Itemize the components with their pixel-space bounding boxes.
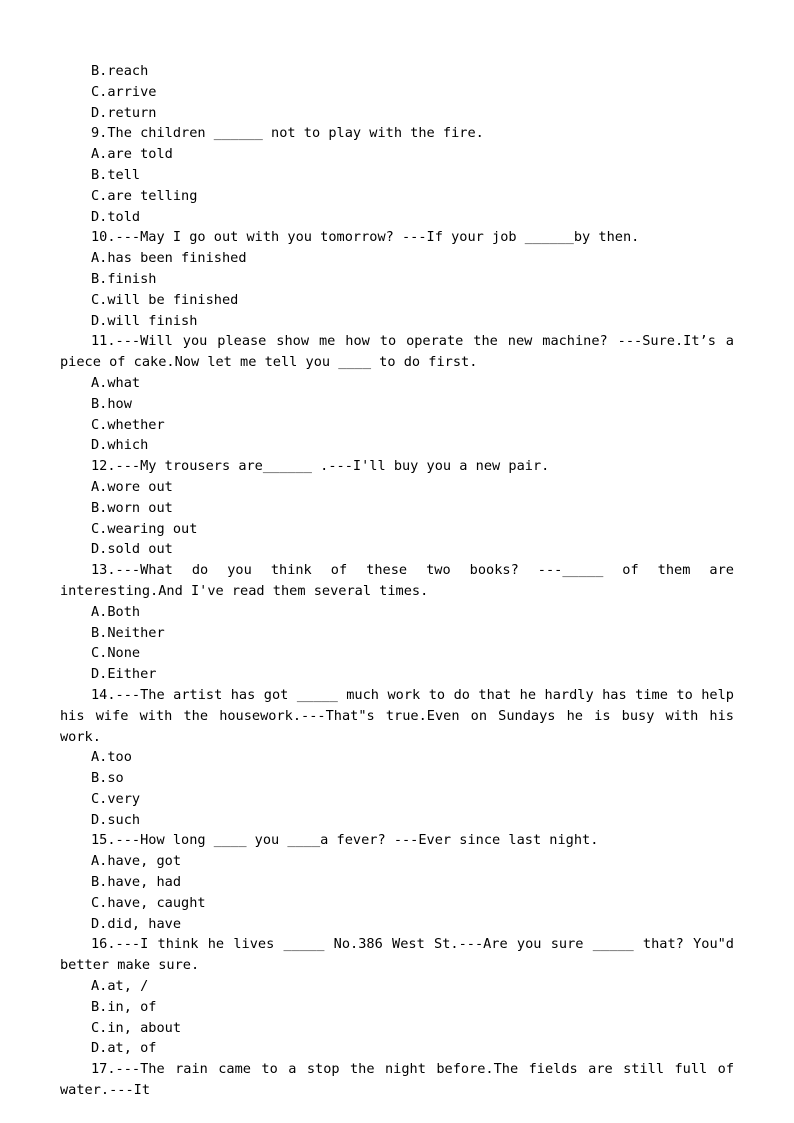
question-stem: 13.---What do you think of these two books? ---_____ of them are interesting.And I've read them several times. xyxy=(60,562,734,599)
option-line: D.which xyxy=(91,437,149,454)
option-line: C.have, caught xyxy=(91,894,206,911)
option-line: D.will finish xyxy=(91,312,198,329)
question-11 xyxy=(60,331,734,456)
question-13 xyxy=(60,560,734,685)
option-line: A.have, got xyxy=(91,853,182,870)
option-line: A.are told xyxy=(91,146,173,163)
question-stem: 16.---I think he lives _____ No.386 West St.---Are you sure _____ that? You"d better make sure. xyxy=(60,936,734,974)
option-line: B.finish xyxy=(91,270,157,287)
option-line: B.worn out xyxy=(91,499,173,516)
option-line: D.return xyxy=(91,104,157,121)
option-line: D.told xyxy=(91,208,141,225)
option-line: D.at, of xyxy=(91,1040,157,1057)
option-line: C.whether xyxy=(91,416,165,433)
question-14 xyxy=(60,685,734,831)
option-line: D.sold out xyxy=(91,541,173,558)
question-stem: 15.---How long ____ you ____a fever? ---Ever since last night. xyxy=(91,832,599,849)
option-line: C.are telling xyxy=(91,187,198,204)
question-16 xyxy=(60,934,734,1059)
option-line: B.Neither xyxy=(91,624,165,641)
question-stem: 11.---Will you please show me how to operate the new machine? ---Sure.It’s a piece of cake.Now let me tell you ____ to do first. xyxy=(60,333,734,371)
option-line: C.arrive xyxy=(91,83,157,100)
option-line: D.did, have xyxy=(91,915,182,932)
option-line: B.so xyxy=(91,770,124,787)
question-10 xyxy=(60,227,734,331)
question-17 xyxy=(60,1059,734,1101)
option-line: D.Either xyxy=(91,666,157,683)
option-line: A.wore out xyxy=(91,478,173,495)
question-stem: 17.---The rain came to a stop the night before.The fields are still full of water.---It xyxy=(60,1061,734,1099)
option-line: B.how xyxy=(91,395,132,412)
option-line: A.what xyxy=(91,374,141,391)
option-line: A.at, / xyxy=(91,978,149,995)
question-stem: 12.---My trousers are______ .---I'll buy you a new pair. xyxy=(91,458,550,475)
option-line: C.in, about xyxy=(91,1019,182,1036)
option-line: A.too xyxy=(91,749,132,766)
option-line: C.wearing out xyxy=(91,520,198,537)
option-line: A.Both xyxy=(91,603,141,620)
lead-options xyxy=(60,61,734,123)
question-15 xyxy=(60,830,734,934)
question-stem: 10.---May I go out with you tomorrow? ---If your job ______by then. xyxy=(91,229,640,246)
option-line: C.very xyxy=(91,790,141,807)
option-line: B.in, of xyxy=(91,998,157,1015)
option-line: D.such xyxy=(91,811,141,828)
question-stem: 9.The children ______ not to play with the fire. xyxy=(91,125,484,142)
option-line: A.has been finished xyxy=(91,250,247,267)
option-line: B.reach xyxy=(91,63,149,79)
document-page xyxy=(60,61,734,1101)
option-line: C.will be finished xyxy=(91,291,239,308)
option-line: B.have, had xyxy=(91,874,182,891)
question-12 xyxy=(60,456,734,560)
question-stem: 14.---The artist has got _____ much work to do that he hardly has time to help his wife with the housework.---That"s true.Even on Sundays he is busy with his work. xyxy=(60,686,734,745)
option-line: B.tell xyxy=(91,166,141,183)
question-9 xyxy=(60,123,734,227)
option-line: C.None xyxy=(91,645,141,662)
